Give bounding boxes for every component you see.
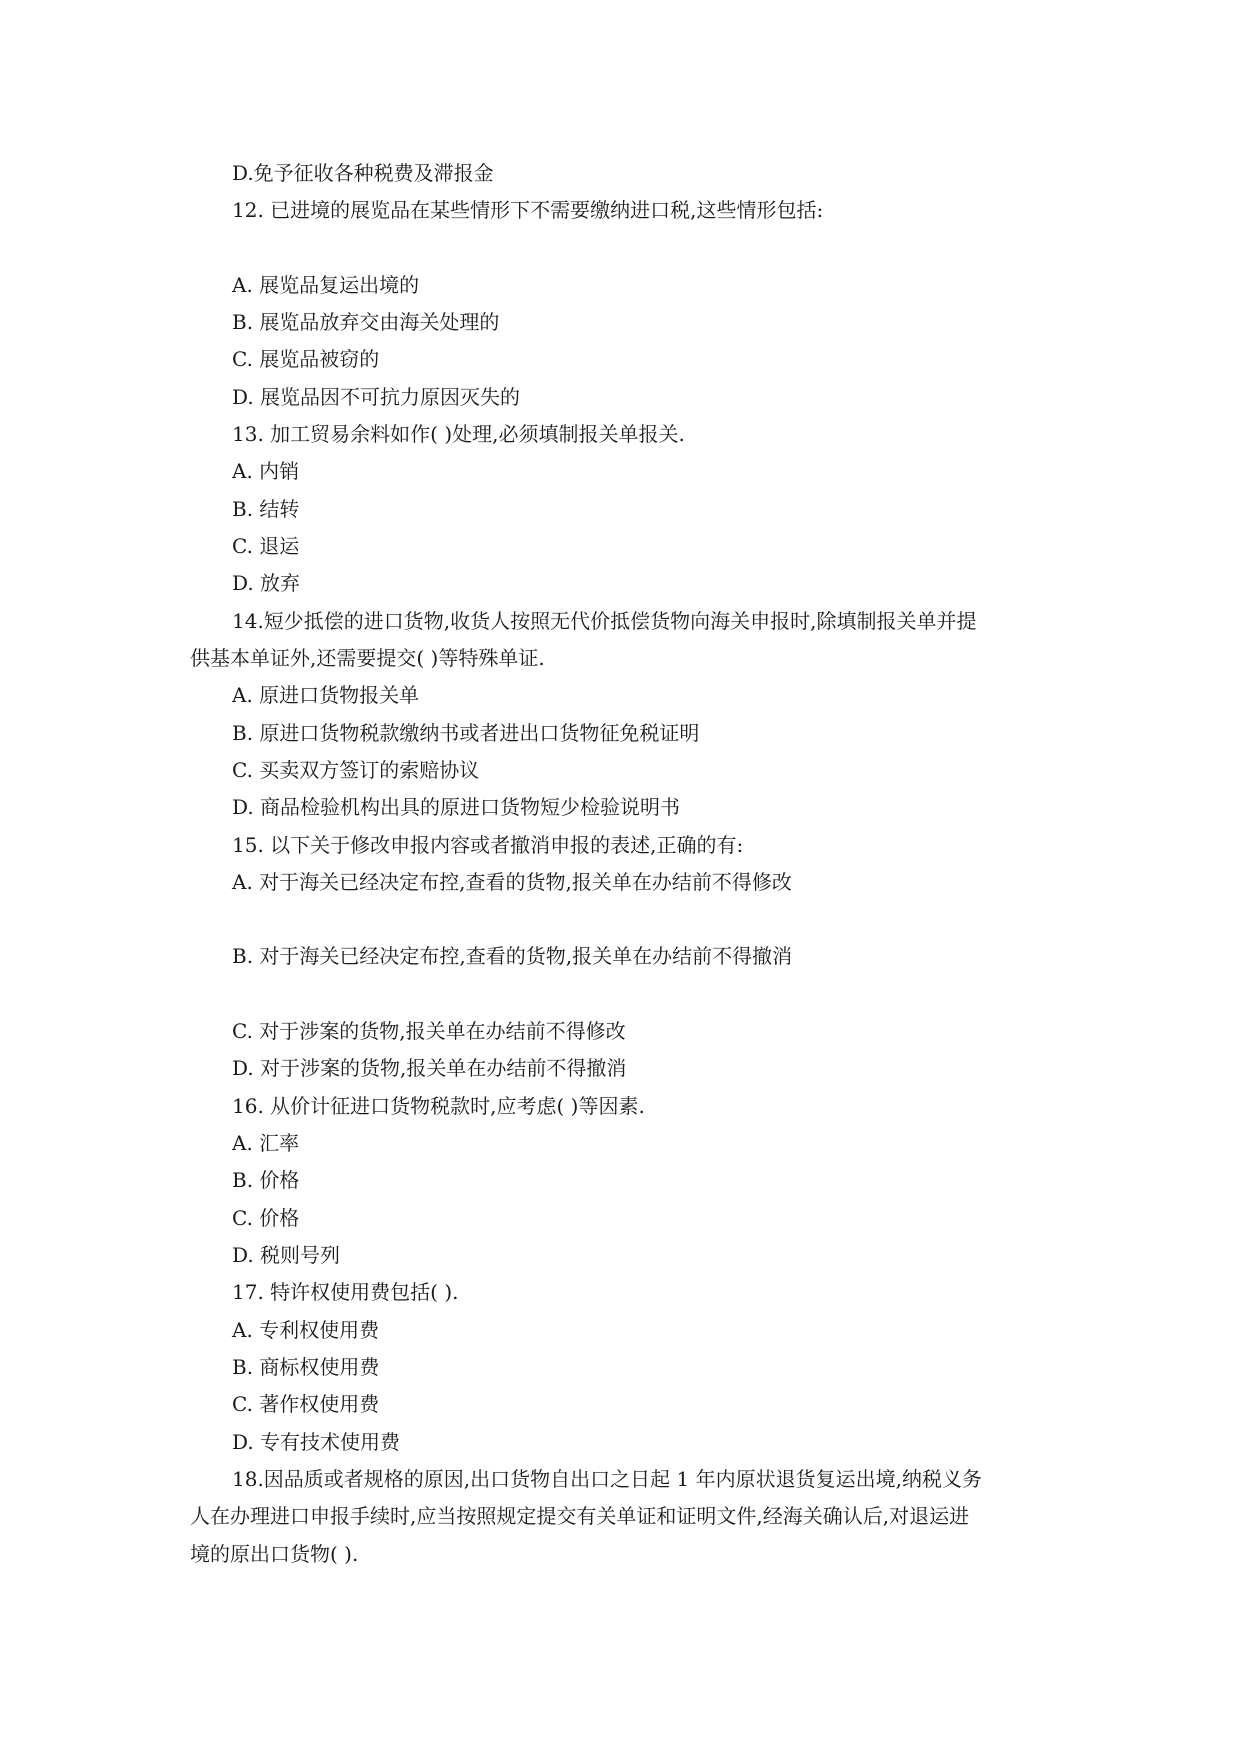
question-14: 14.短少抵偿的进口货物,收货人按照无代价抵偿货物向海关申报时,除填制报关单并提 bbox=[232, 609, 977, 633]
option-line: A. 原进口货物报关单 bbox=[232, 683, 420, 707]
option-line: C. 展览品被窃的 bbox=[232, 347, 380, 371]
option-line: A. 内销 bbox=[232, 459, 300, 483]
option-line: B. 结转 bbox=[232, 497, 300, 521]
option-line: A. 专利权使用费 bbox=[232, 1318, 380, 1342]
question-12: 12. 已进境的展览品在某些情形下不需要缴纳进口税,这些情形包括: bbox=[232, 198, 824, 222]
option-line: C. 著作权使用费 bbox=[232, 1392, 380, 1416]
question-17: 17. 特许权使用费包括( ). bbox=[232, 1280, 459, 1304]
option-line: D. 放弃 bbox=[232, 571, 301, 595]
option-line: C. 退运 bbox=[232, 534, 300, 558]
option-line: C. 价格 bbox=[232, 1206, 300, 1230]
option-line: D. 商品检验机构出具的原进口货物短少检验说明书 bbox=[232, 795, 681, 819]
option-line: B. 价格 bbox=[232, 1168, 300, 1192]
question-16: 16. 从价计征进口货物税款时,应考虑( )等因素. bbox=[232, 1094, 645, 1118]
option-line: D. 税则号列 bbox=[232, 1243, 341, 1267]
option-line: D. 对于涉案的货物,报关单在办结前不得撤消 bbox=[232, 1056, 627, 1080]
question-15: 15. 以下关于修改申报内容或者撤消申报的表述,正确的有: bbox=[232, 833, 744, 857]
option-line: A. 汇率 bbox=[232, 1131, 300, 1155]
option-line: B. 商标权使用费 bbox=[232, 1355, 380, 1379]
text-line: D.免予征收各种税费及滞报金 bbox=[232, 161, 494, 185]
option-line: B. 展览品放弃交由海关处理的 bbox=[232, 310, 500, 334]
option-line: D. 展览品因不可抗力原因灭失的 bbox=[232, 385, 521, 409]
question-14-continued: 供基本单证外,还需要提交( )等特殊单证. bbox=[190, 646, 545, 670]
option-line: D. 专有技术使用费 bbox=[232, 1430, 401, 1454]
option-line: B. 原进口货物税款缴纳书或者进出口货物征免税证明 bbox=[232, 721, 700, 745]
option-line: A. 展览品复运出境的 bbox=[232, 273, 420, 297]
option-line: C. 买卖双方签订的索赔协议 bbox=[232, 758, 480, 782]
option-line: B. 对于海关已经决定布控,查看的货物,报关单在办结前不得撤消 bbox=[232, 944, 793, 968]
question-18: 18.因品质或者规格的原因,出口货物自出口之日起 1 年内原状退货复运出境,纳税义务 bbox=[232, 1467, 982, 1491]
question-18-continued: 人在办理进口申报手续时,应当按照规定提交有关单证和证明文件,经海关确认后,对退运进 bbox=[190, 1504, 970, 1528]
option-line: A. 对于海关已经决定布控,查看的货物,报关单在办结前不得修改 bbox=[232, 870, 792, 894]
option-line: C. 对于涉案的货物,报关单在办结前不得修改 bbox=[232, 1019, 626, 1043]
question-18-continued: 境的原出口货物( ). bbox=[190, 1542, 359, 1566]
question-13: 13. 加工贸易余料如作( )处理,必须填制报关单报关. bbox=[232, 422, 685, 446]
